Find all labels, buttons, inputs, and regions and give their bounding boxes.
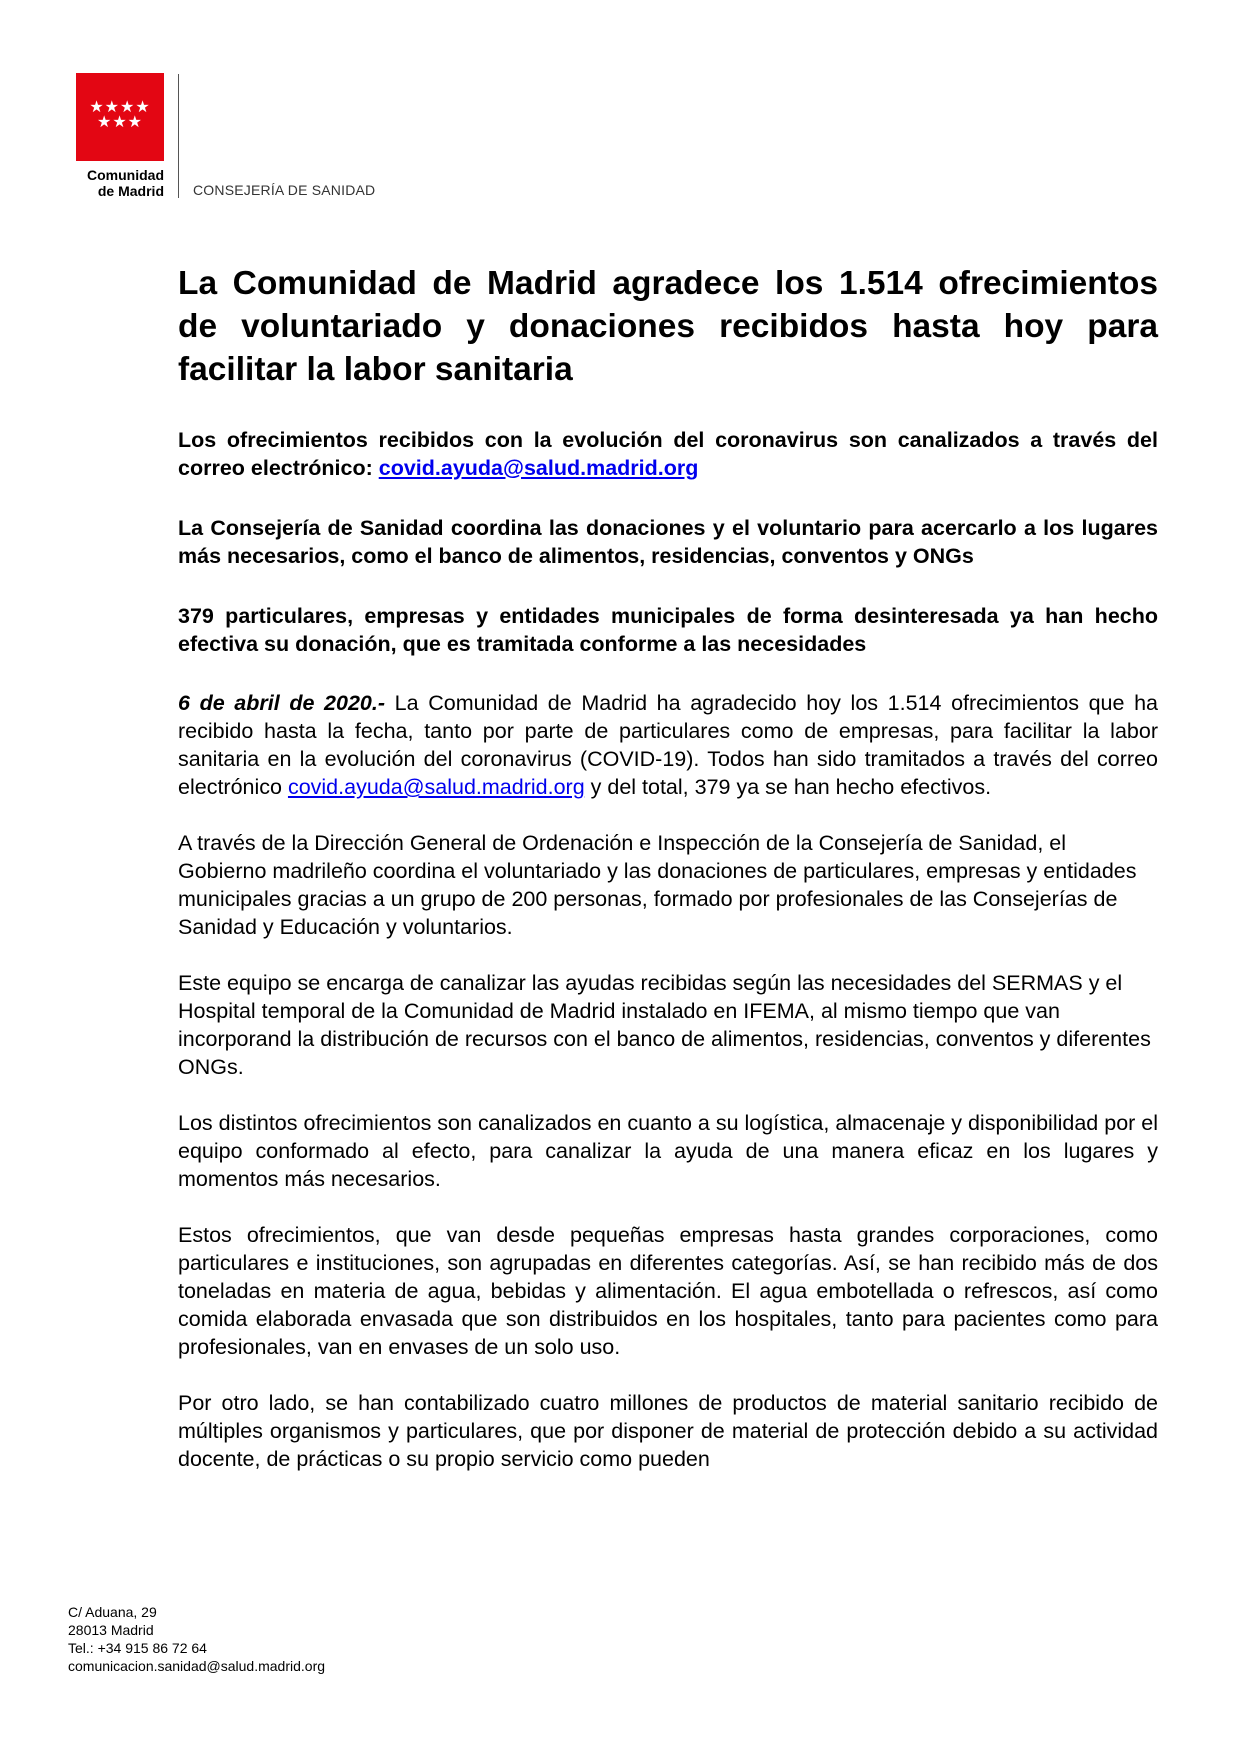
paragraph-1: [178, 689, 1158, 801]
paragraph-5: Estos ofrecimientos, que van desde pequeñas empresas hasta grandes corporaciones, como particulares e instituciones, son agrupadas en diferentes categorías. Así, se han recibido más de dos toneladas en materia de agua, bebidas y alimentación. El agua embotellada o refrescos, así como comida elaborada envasada que son distribuidos en los hospitales, tanto para pacientes como para profesionales, van en envases de un solo uso.: [178, 1223, 1158, 1359]
paragraph-3: Este equipo se encarga de canalizar las ayudas recibidas según las necesidades del SERMAS y el Hospital temporal de la Comunidad de Madrid instalado en IFEMA, al mismo tiempo que van incorporand la distribución de recursos con el banco de alimentos, residencias, conventos y diferentes ONGs.: [178, 971, 1151, 1079]
footer-phone: Tel.: +34 915 86 72 64: [68, 1640, 207, 1656]
subtitle-3: 379 particulares, empresas y entidades municipales de forma desinteresada ya han hecho efectiva su donación, que es tramitada conforme a las necesidades: [178, 604, 1158, 656]
logo-stars-bottom-row-icon: ★★★: [96, 114, 144, 131]
subtitle-1-text: Los ofrecimientos recibidos con la evolución del coronavirus son canalizados a través del correo electrónico:: [178, 428, 1158, 480]
footer-address-line2: 28013 Madrid: [68, 1622, 154, 1638]
subtitle-1: [178, 427, 1158, 482]
header-divider: [178, 74, 179, 198]
footer-contact: [68, 1603, 325, 1675]
logo-name-line2: de Madrid: [97, 183, 164, 199]
press-release-content: [178, 262, 1158, 1473]
footer-email: comunicacion.sanidad@salud.madrid.org: [68, 1658, 326, 1674]
logo-name: [76, 167, 164, 199]
footer-address-line1: C/ Aduana, 29: [68, 1604, 157, 1620]
paragraph-2: A través de la Dirección General de Ordenación e Inspección de la Consejería de Sanidad, el Gobierno madrileño coordina el voluntariado y las donaciones de particulares, empresas y entidades municipales gracias a un grupo de 200 personas, formado por profesionales de las Consejerías de Sanidad y Educación y voluntarios.: [178, 831, 1137, 939]
article-body: [178, 689, 1158, 1473]
headline: La Comunidad de Madrid agradece los 1.514 ofrecimientos de voluntariado y donaciones recibidos hasta hoy para facilitar la labor sanitaria: [178, 265, 1158, 388]
department-name: CONSEJERÍA DE SANIDAD: [193, 182, 376, 198]
comunidad-madrid-logo: [76, 73, 164, 199]
release-date: 6 de abril de 2020.-: [178, 691, 386, 715]
paragraph-email-link[interactable]: covid.ayuda@salud.madrid.org: [287, 775, 585, 799]
logo-stars-top-row-icon: ★★★★: [89, 99, 151, 116]
paragraph-6: Por otro lado, se han contabilizado cuatro millones de productos de material sanitario recibido de múltiples organismos y particulares, que por disponer de material de protección debido a su actividad docente, de prácticas o su propio servicio como pueden: [178, 1391, 1158, 1471]
subtitle-2: La Consejería de Sanidad coordina las donaciones y el voluntario para acercarlo a los lugares más necesarios, como el banco de alimentos, residencias, conventos y ONGs: [178, 516, 1158, 568]
paragraph-1-text-b: y del total, 379 ya se han hecho efectivos.: [584, 775, 992, 799]
logo-red-square: [76, 73, 164, 161]
paragraph-1-text-a: La Comunidad de Madrid ha agradecido hoy los 1.514 ofrecimientos que ha recibido hasta la fecha, tanto por parte de particulares como de empresas, para facilitar la labor sanitaria en la evolución del coronavirus (COVID-19). Todos han sido tramitados a través del correo electrónico: [178, 691, 1158, 799]
paragraph-4: Los distintos ofrecimientos son canalizados en cuanto a su logística, almacenaje y disponibilidad por el equipo conformado al efecto, para canalizar la ayuda de una manera eficaz en los lugares y momentos más necesarios.: [178, 1111, 1159, 1191]
logo-name-line1: Comunidad: [87, 167, 164, 183]
subtitle-email-link[interactable]: covid.ayuda@salud.madrid.org: [378, 455, 699, 480]
